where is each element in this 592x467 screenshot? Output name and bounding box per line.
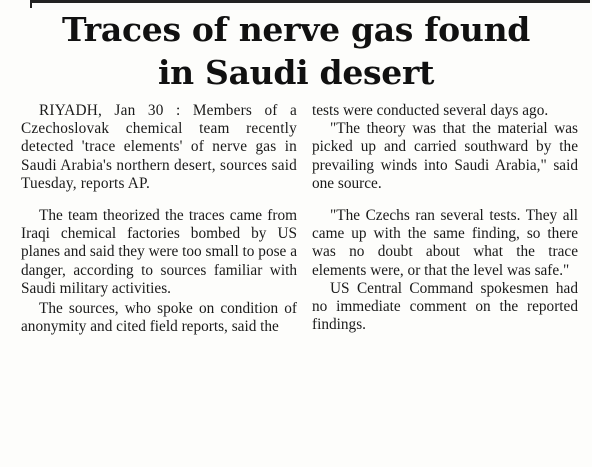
headline-line-1: Traces of nerve gas found bbox=[61, 10, 531, 49]
paragraph-quote-winds: "The theory was that the material was picked up and carried southward by the prevailing winds into Saudi Arabia," said one source. bbox=[312, 120, 578, 192]
paragraph-lead: RIYADH, Jan 30 : Members of a Czechoslovak chemical team recently detected 'trace elements' of nerve gas in Saudi Arabia's northern desert, sources said Tuesday, reports AP. bbox=[21, 102, 297, 192]
left-border-rule bbox=[30, 0, 32, 8]
headline bbox=[0, 8, 592, 94]
paragraph-central-command: US Central Command spokesmen had no immediate comment on the reported findings. bbox=[312, 279, 578, 334]
top-border-rule bbox=[30, 0, 590, 3]
left-column bbox=[21, 102, 297, 336]
paragraph-continuation: tests were conducted several days ago. bbox=[312, 102, 549, 119]
paragraph-quote-czechs: "The Czechs ran several tests. They all came up with the same finding, so there was no doubt about what the trace elements were, or that the level was safe." bbox=[312, 207, 578, 279]
paragraph-theory: The team theorized the traces came from Iraqi chemical factories bombed by US planes and said they were too small to pose a danger, according to sources familiar with Saudi military activities. bbox=[21, 207, 297, 297]
paragraph-sources: The sources, who spoke on condition of anonymity and cited field reports, said the bbox=[21, 300, 297, 336]
headline-line-2: in Saudi desert bbox=[157, 53, 435, 92]
right-column bbox=[312, 102, 578, 334]
